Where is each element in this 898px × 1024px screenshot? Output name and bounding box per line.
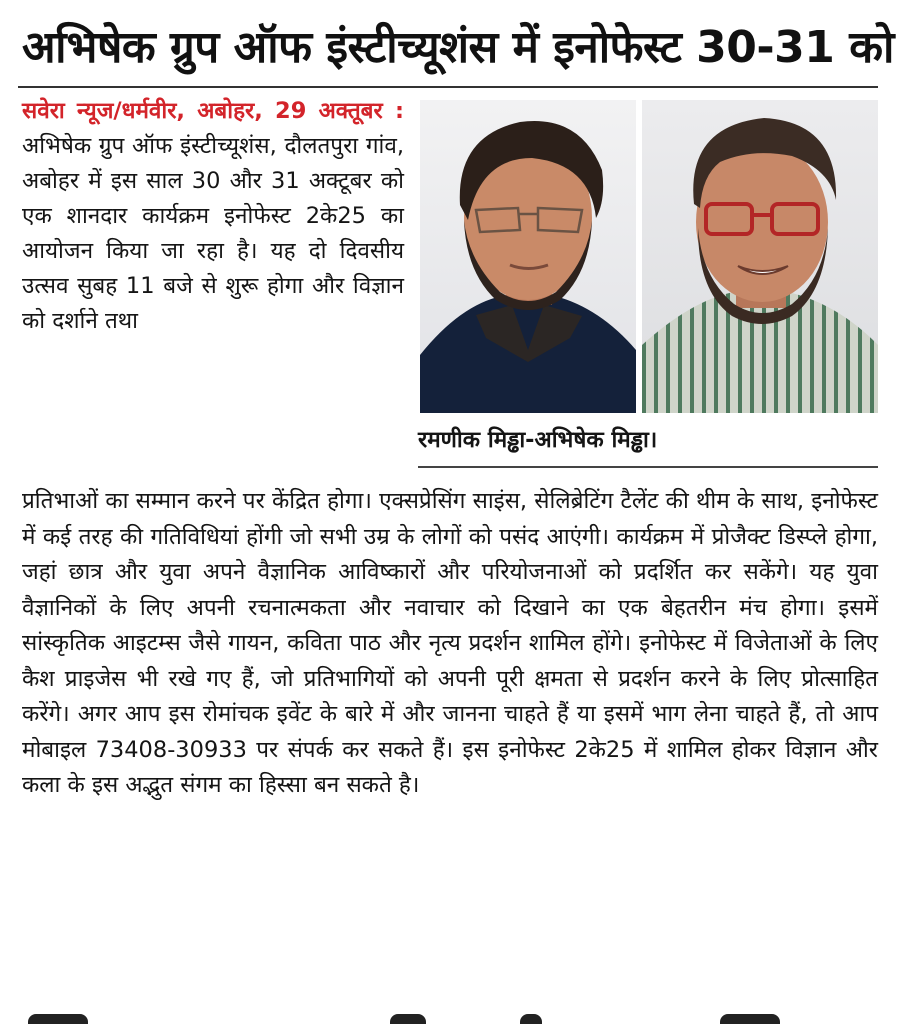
- headline-rule: [18, 86, 878, 88]
- photo-divider: [637, 100, 641, 413]
- photo-group: [420, 100, 878, 416]
- photo-caption: रमणीक मिड्ढा-अभिषेक मिड्ढा।: [418, 427, 658, 453]
- cut-off-next-article: [0, 1004, 898, 1024]
- person-portrait-icon: [420, 100, 636, 413]
- lead-text: अभिषेक ग्रुप ऑफ इंस्टीच्यूशंस, दौलतपुरा गांव, अबोहर में इस साल 30 और 31 अक्टूबर को एक शानदार कार्यक्रम इनोफेस्ट 2के25 का आयोजन किया जा रहा है। यह दो दिवसीय उत्सव सुबह 11 बजे से शुरू होगा और विज्ञान को दर्शाने तथा: [22, 133, 404, 334]
- person-portrait-icon: [642, 100, 878, 413]
- photo-raminik-middha: [420, 100, 636, 413]
- headline: अभिषेक ग्रुप ऑफ इंस्टीच्यूशंस में इनोफेस्ट 30-31 को: [22, 22, 894, 73]
- body-text: प्रतिभाओं का सम्मान करने पर केंद्रित होगा। एक्सप्रेसिंग साइंस, सेलिब्रेटिंग टैलेंट की थीम के साथ, इनोफेस्ट में कई तरह की गतिविधियां होंगी जो सभी उम्र के लोगों को पसंद आएंगी। कार्यक्रम में प्रोजैक्ट डिस्प्ले होगा, जहां छात्र और युवा अपने वैज्ञानिक आविष्कारों और परियोजनाओं को प्रदर्शित कर सकेंगे। यह युवा वैज्ञानिकों के लिए अपनी रचनात्मकता और नवाचार को दिखाने का एक बेहतरीन मंच होगा। इसमें सांस्कृतिक आइटम्स जैसे गायन, कविता पाठ और नृत्य प्रदर्शन शामिल होंगे। इनोफेस्ट में विजेताओं के लिए कैश प्राइजेस भी रखे गए हैं, जो प्रतिभागियों को अपनी पूरी क्षमता से प्रदर्शन करने के लिए प्रोत्साहित करेंगे। अगर आप इस रोमांचक इवेंट के बारे में और जानना चाहते हैं या इसमें भाग लेना चाहते हैं, तो आप मोबाइल 73408-30933 पर संपर्क कर सकते हैं। इस इनोफेस्ट 2के25 में शामिल होकर विज्ञान और कला के इस अद्भुत संगम का हिस्सा बन सकते है।: [22, 488, 878, 798]
- caption-rule: [418, 466, 878, 468]
- lead-paragraph: [22, 94, 404, 339]
- byline: सवेरा न्यूज/धर्मवीर, अबोहर, 29 अक्तूबर :: [22, 98, 404, 124]
- photo-abhishek-middha: [642, 100, 878, 413]
